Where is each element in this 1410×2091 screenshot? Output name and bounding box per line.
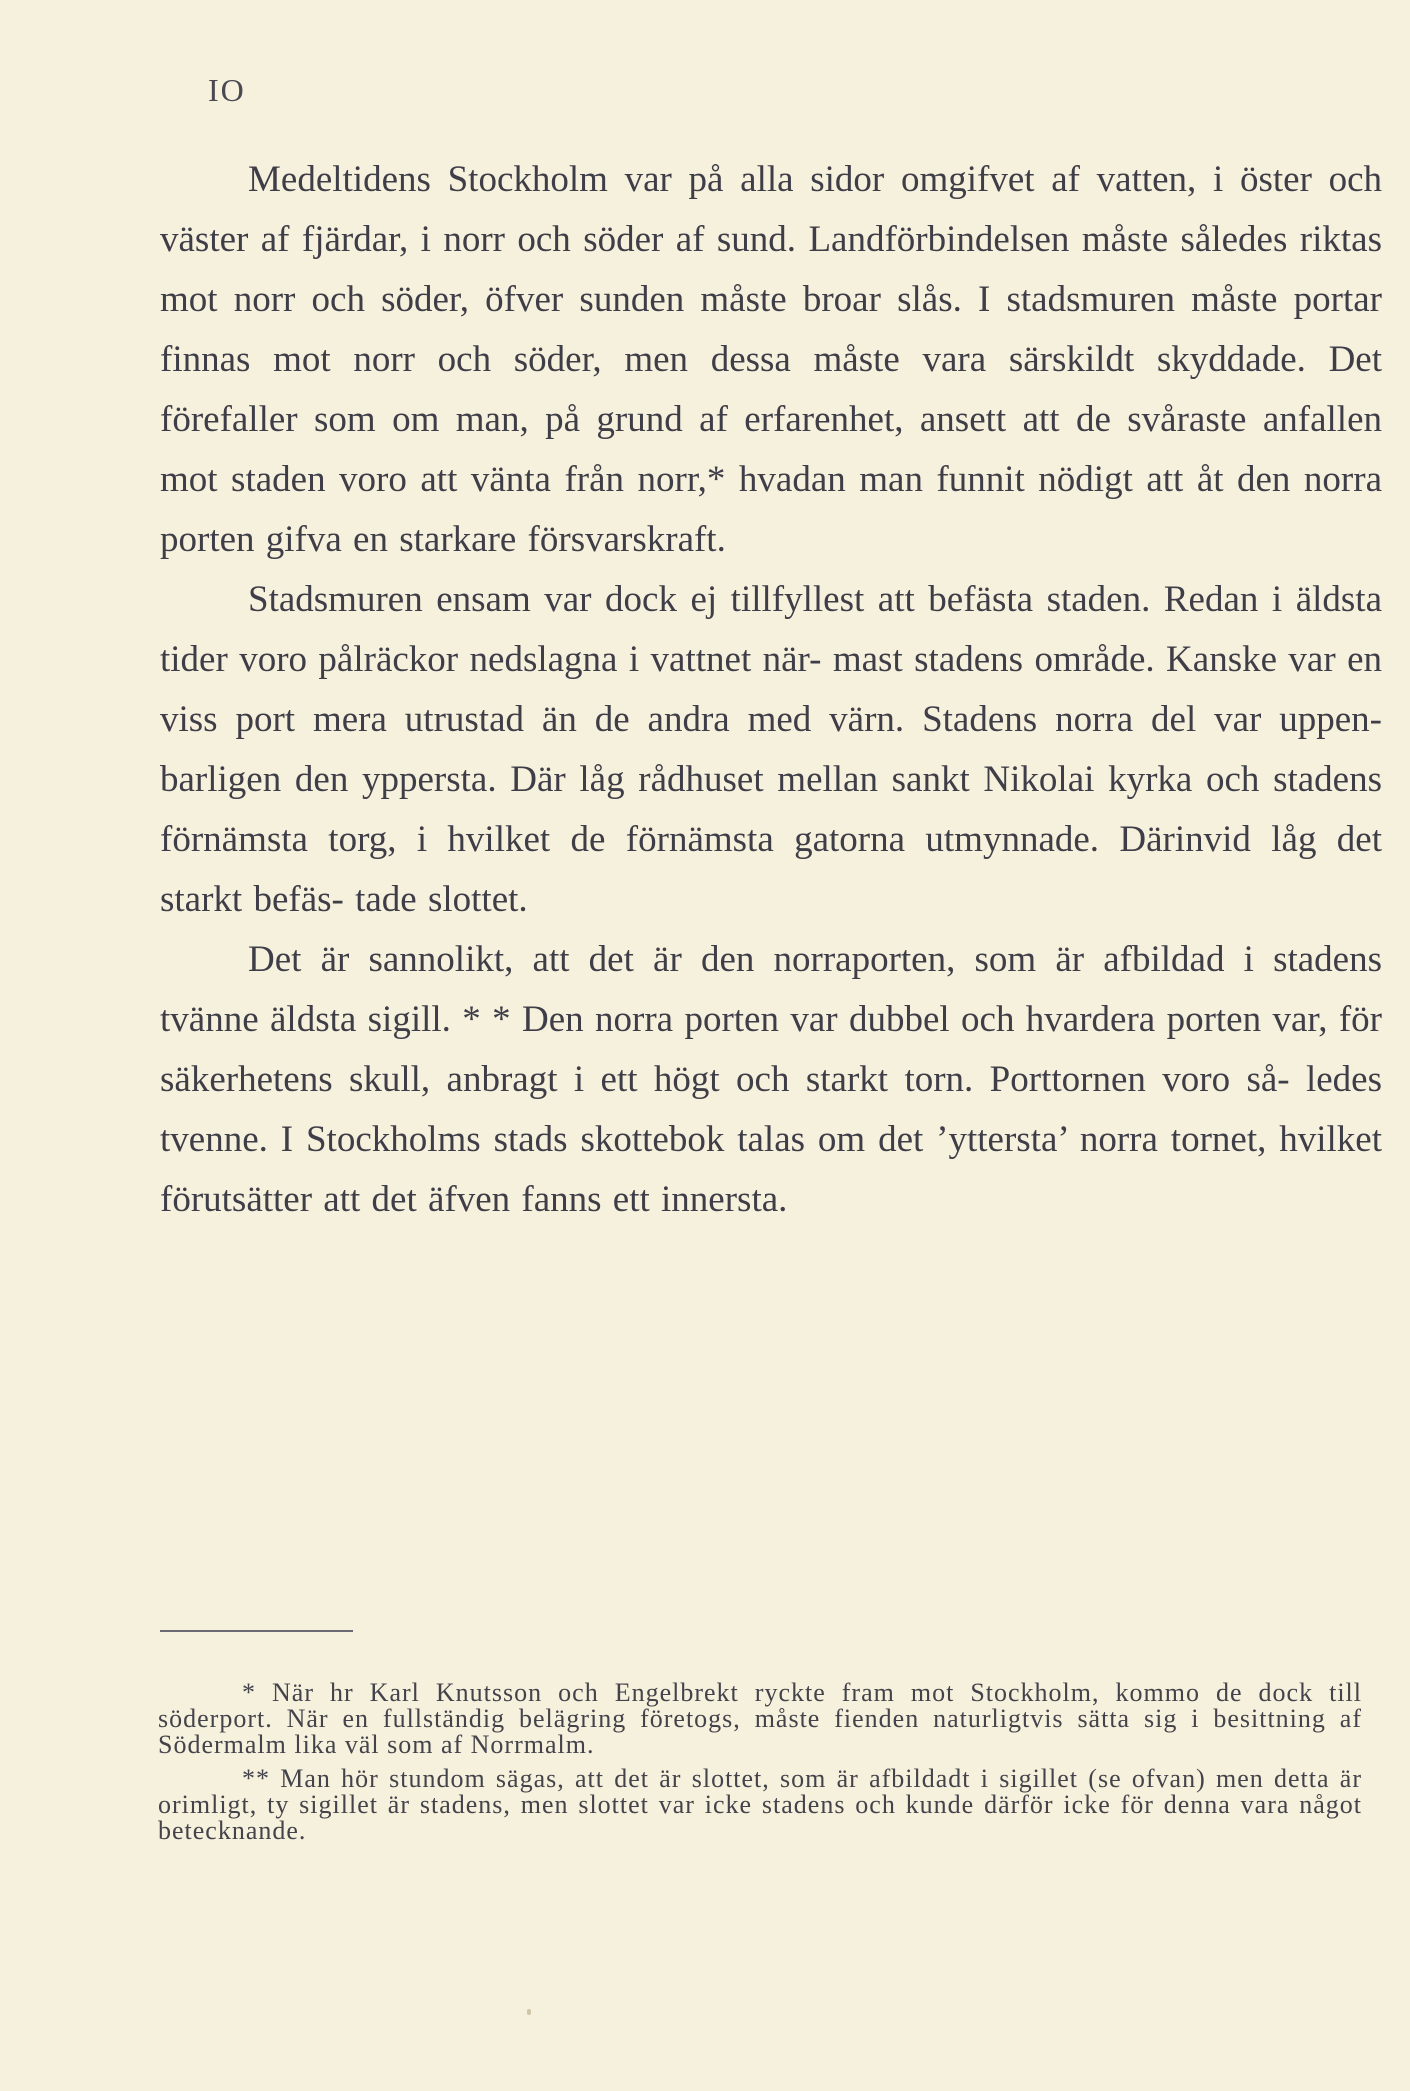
page-number: IO [208,72,246,108]
paragraph-3: Det är sannolikt, att det är den norraporten, som är afbildad i stadens tvänne äldsta sigill. * * Den norra porten var dubbel och hvardera porten var, för säkerhetens skull, anbragt i ett högt och starkt torn. Porttornen voro så- ledes tvenne. I Stockholms stads skottebok talas om det ’yttersta’ norra tornet, hvilket förutsätter att det äfven fanns ett innersta. [160,939,1382,1220]
paragraph-2: Stadsmuren ensam var dock ej tillfyllest att befästa staden. Redan i äldsta tider voro pålräckor nedslagna i vattnet när- mast stadens område. Kanske var en viss port mera utrustad än de andra med värn. Stadens norra del var uppen- barligen den yppersta. Där låg rådhuset mellan sankt Nikolai kyrka och stadens förnämsta torg, i hvilket de förnämsta gatorna utmynnade. Därinvid låg det starkt befäs- tade slottet. [160,579,1382,920]
footnote-divider [160,1630,353,1632]
paper-speck [527,2009,531,2015]
footnote-1: * När hr Karl Knutsson och Engelbrekt ryckte fram mot Stockholm, kommo de dock till söderport. När en fullständig belägring företogs, måste fienden naturligtvis sätta sig i besittning af Södermalm lika väl som af Norrmalm. [158,1678,1362,1759]
footnotes [158,1680,1362,1852]
body-text [160,150,1382,1230]
footnote-2: ** Man hör stundom sägas, att det är slottet, som är afbildadt i sigillet (se ofvan) men detta är orimligt, ty sigillet är stadens, men slottet var icke stadens och kunde därför icke för denna vara något betecknande. [158,1764,1362,1845]
paragraph-1: Medeltidens Stockholm var på alla sidor omgifvet af vatten, i öster och väster af fjärdar, i norr och söder af sund. Landförbindelsen måste således riktas mot norr och söder, öfver sunden måste broar slås. I stadsmuren måste portar finnas mot norr och söder, men dessa måste vara särskildt skyddade. Det förefaller som om man, på grund af erfarenhet, ansett att de svåraste anfallen mot staden voro att vänta från norr,* hvadan man funnit nödigt att åt den norra porten gifva en starkare försvarskraft. [160,159,1382,560]
